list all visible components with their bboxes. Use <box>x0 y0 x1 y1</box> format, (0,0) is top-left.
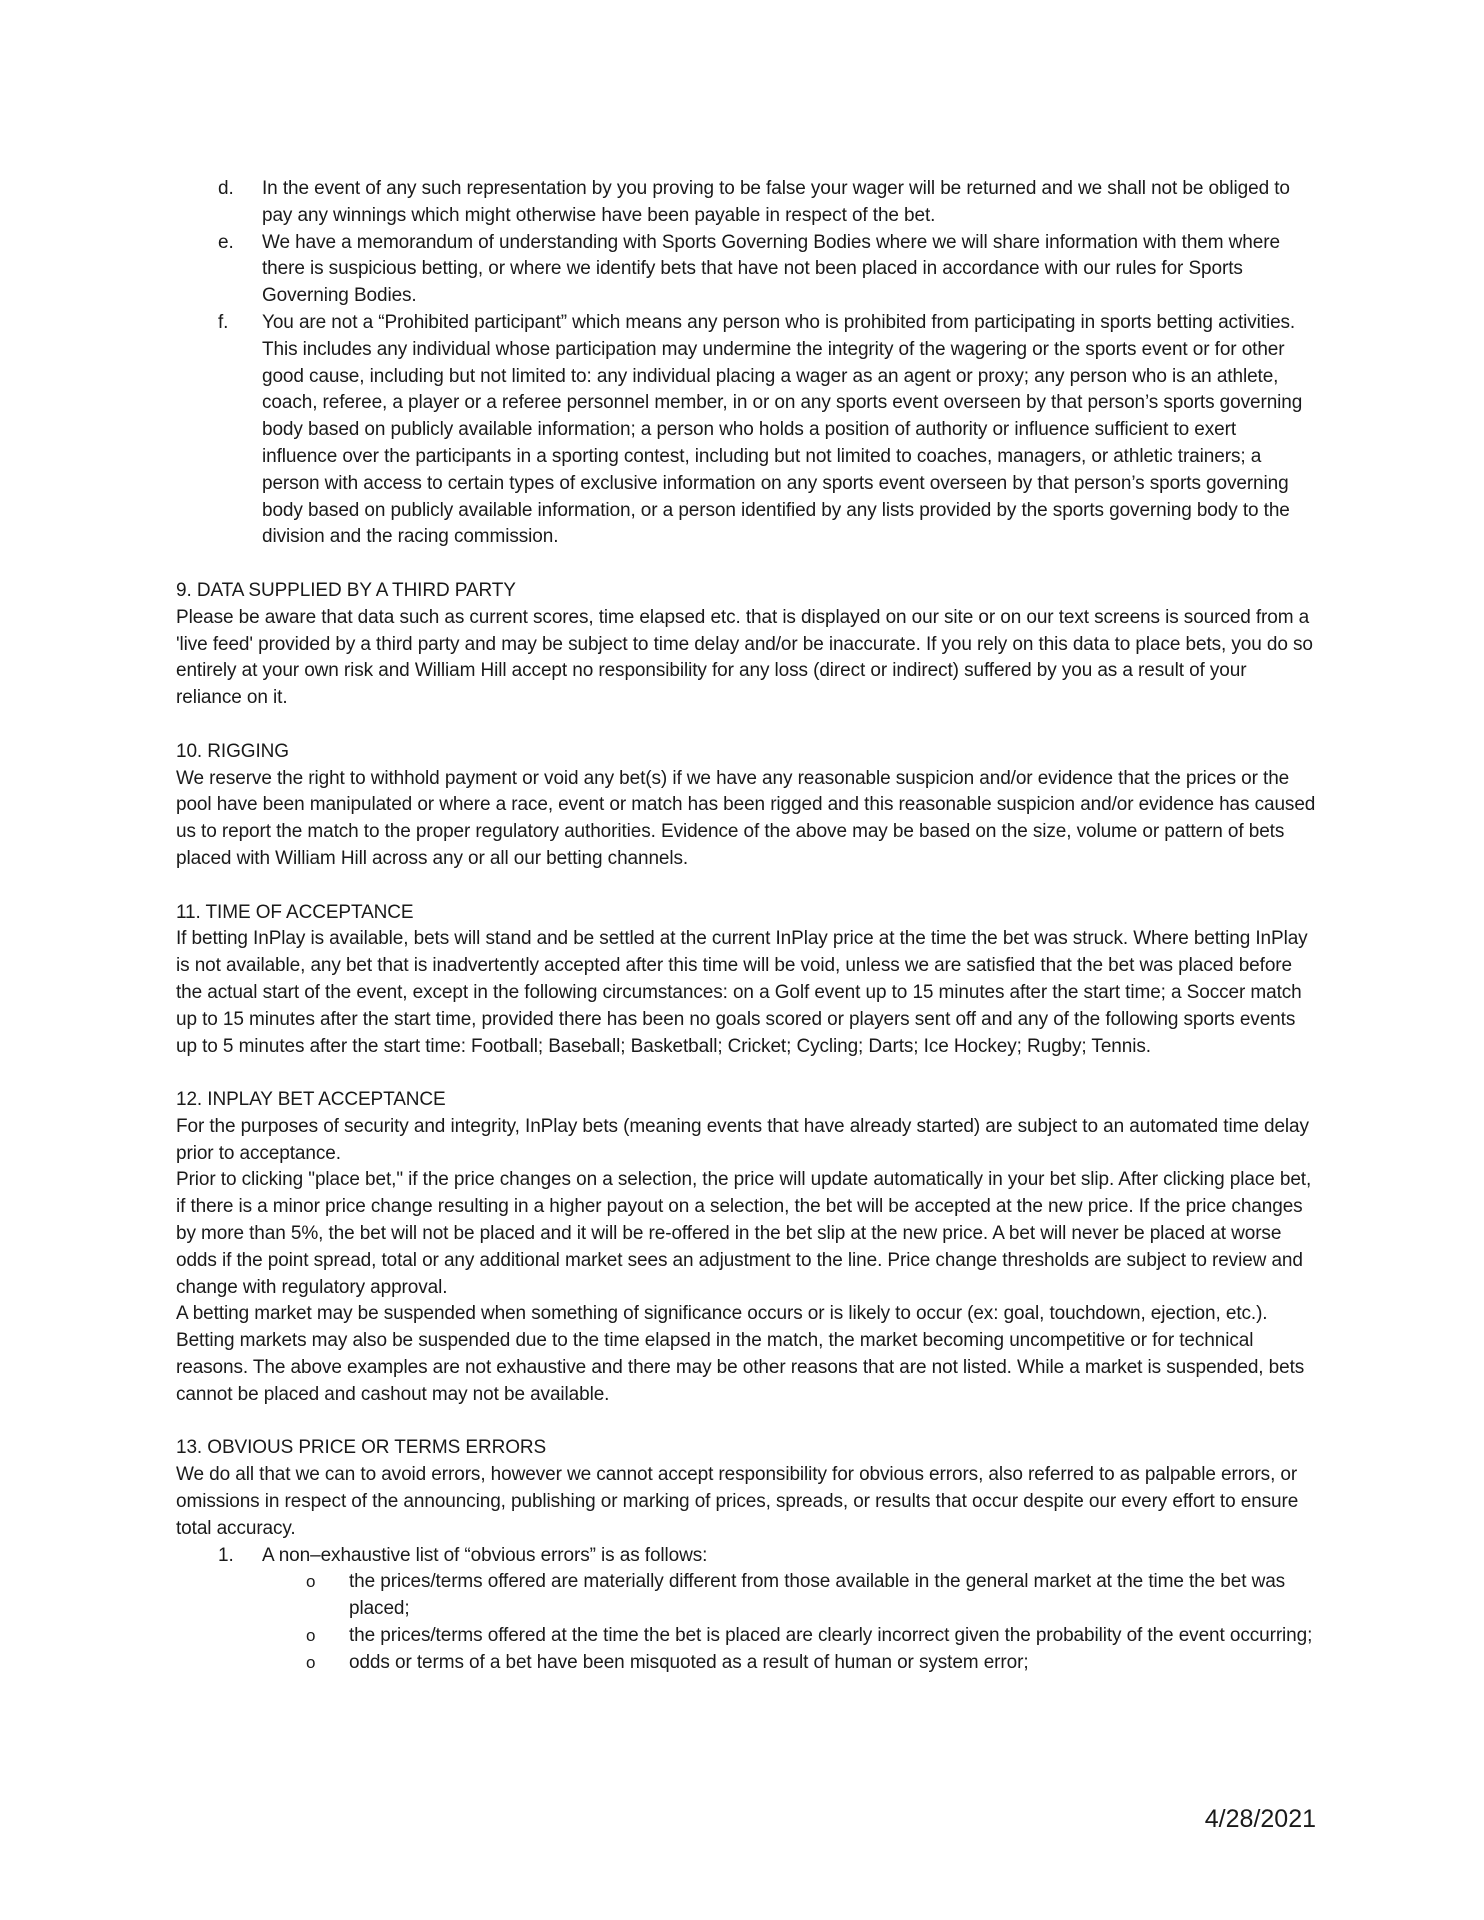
section-paragraph: We do all that we can to avoid errors, however we cannot accept responsibility for obvious errors, also referred to as palpable errors, or omissions in respect of the announcing, publishing or marking of prices, spreads, or results that occur despite our every effort to ensure total accuracy. <box>176 1464 1299 1539</box>
list-item-text: A non–exhaustive list of “obvious errors” is as follows: <box>262 1544 708 1566</box>
section-paragraph: If betting InPlay is available, bets will stand and be settled at the current InPlay price at the time the bet was struck. Where betting InPlay is not available, any bet that is inadvertently accepted after this time will be void, unless we are satisfied that the bet was placed before the actual start of the event, except in the following circumstances: on a Golf event up to 15 minutes after the start time; a Soccer match up to 15 minutes after the start time, provided there has been no goals scored or players sent off and any of the following sports events up to 5 minutes after the start time: Football; Baseball; Basketball; Cricket; Cycling; Darts; Ice Hockey; Rugby; Tennis. <box>176 928 1308 1057</box>
section-paragraph: For the purposes of security and integrity, InPlay bets (meaning events that have already started) are subject to an automated time delay prior to acceptance. <box>176 1115 1309 1164</box>
section-rigging <box>176 739 1316 873</box>
list-item <box>176 310 1316 551</box>
section-inplay-bet-acceptance <box>176 1087 1316 1409</box>
bullet-item <box>176 1569 1316 1623</box>
list-item <box>176 230 1316 310</box>
list-item <box>176 1543 1316 1570</box>
list-item-text: You are not a “Prohibited participant” which means any person who is prohibited from participating in sports betting activities. This includes any individual whose participation may undermine the integrity of the wagering or the sports event or for other good cause, including but not limited to: any individual placing a wager as an agent or proxy; any person who is an athlete, coach, referee, a player or a referee personnel member, in or on any sports event overseen by that person’s sports governing body based on publicly available information; a person who holds a position of authority or influence sufficient to exert influence over the participants in a sporting contest, including but not limited to coaches, managers, or athletic trainers; a person with access to certain types of exclusive information on any sports event overseen by that person’s sports governing body based on publicly available information, or a person identified by any lists provided by the sports governing body to the division and the racing commission. <box>262 311 1303 548</box>
bullet-item-text: odds or terms of a bet have been misquoted as a result of human or system error; <box>349 1651 1029 1673</box>
section-paragraph: We reserve the right to withhold payment or void any bet(s) if we have any reasonable suspicion and/or evidence that the prices or the pool have been manipulated or where a race, event or match has been rigged and this reasonable suspicion and/or evidence has caused us to report the match to the proper regulatory authorities. Evidence of the above may be based on the size, volume or pattern of bets placed with William Hill across any or all our betting channels. <box>176 767 1316 869</box>
section-heading: 13. OBVIOUS PRICE OR TERMS ERRORS <box>176 1437 547 1459</box>
circle-bullet-icon: o <box>306 1572 316 1592</box>
bullet-item <box>176 1623 1316 1650</box>
bullet-item-text: the prices/terms offered at the time the bet is placed are clearly incorrect given the probability of the event occurring; <box>349 1625 1313 1647</box>
bullet-item <box>176 1650 1316 1677</box>
list-marker: 1. <box>218 1544 234 1566</box>
footer-date: 4/28/2021 <box>1204 1805 1316 1833</box>
obvious-errors-list <box>176 1543 1316 1570</box>
list-marker: f. <box>218 311 229 333</box>
list-marker: d. <box>218 178 234 199</box>
list-item <box>176 176 1316 230</box>
list-item-text: In the event of any such representation by you proving to be false your wager will be returned and we shall not be obliged to pay any winnings which might otherwise have been payable in respect of the bet. <box>262 178 1290 226</box>
section-paragraph: A betting market may be suspended when something of significance occurs or is likely to occur (ex: goal, touchdown, ejection, etc.). Betting markets may also be suspended due to the time elapsed in the match, the market becoming uncompetitive or for technical reasons. The above examples are not exhaustive and there may be other reasons that are not listed. While a market is suspended, bets cannot be placed and cashout may not be available. <box>176 1303 1305 1405</box>
section-heading: 9. DATA SUPPLIED BY A THIRD PARTY <box>176 579 516 601</box>
circle-bullet-icon: o <box>306 1626 316 1646</box>
section-heading: 10. RIGGING <box>176 740 289 762</box>
section-paragraph: Prior to clicking "place bet," if the price changes on a selection, the price will update automatically in your bet slip. After clicking place bet, if there is a minor price change resulting in a higher payout on a selection, the bet will be accepted at the new price. If the price changes by more than 5%, the bet will not be placed and it will be re-offered in the bet slip at the new price. A bet will never be placed at worse odds if the point spread, total or any additional market sees an adjustment to the line. Price change thresholds are subject to review and change with regulatory approval. <box>176 1169 1312 1298</box>
section-time-of-acceptance <box>176 900 1316 1061</box>
list-marker: e. <box>218 231 234 253</box>
section-heading: 11. TIME OF ACCEPTANCE <box>176 901 414 923</box>
circle-bullet-icon: o <box>306 1652 316 1672</box>
section-paragraph: Please be aware that data such as current scores, time elapsed etc. that is displayed on our site or on our text screens is sourced from a 'live feed' provided by a third party and may be subject to time delay and/or be inaccurate. If you rely on this data to place bets, you do so entirely at your own risk and William Hill accept no responsibility for any loss (direct or indirect) suffered by you as a result of your reliance on it. <box>176 606 1313 709</box>
section-heading: 12. INPLAY BET ACCEPTANCE <box>176 1089 446 1111</box>
eligibility-list <box>176 176 1316 551</box>
bullet-item-text: the prices/terms offered are materially different from those available in the general market at the time the bet was placed; <box>349 1571 1286 1620</box>
document-page <box>176 176 1316 1677</box>
obvious-errors-sublist <box>176 1569 1316 1676</box>
section-obvious-errors <box>176 1435 1316 1676</box>
list-item-text: We have a memorandum of understanding with Sports Governing Bodies where we will share information with them where there is suspicious betting, or where we identify bets that have not been placed in accordance with our rules for Sports Governing Bodies. <box>262 231 1280 307</box>
section-data-third-party <box>176 578 1316 712</box>
